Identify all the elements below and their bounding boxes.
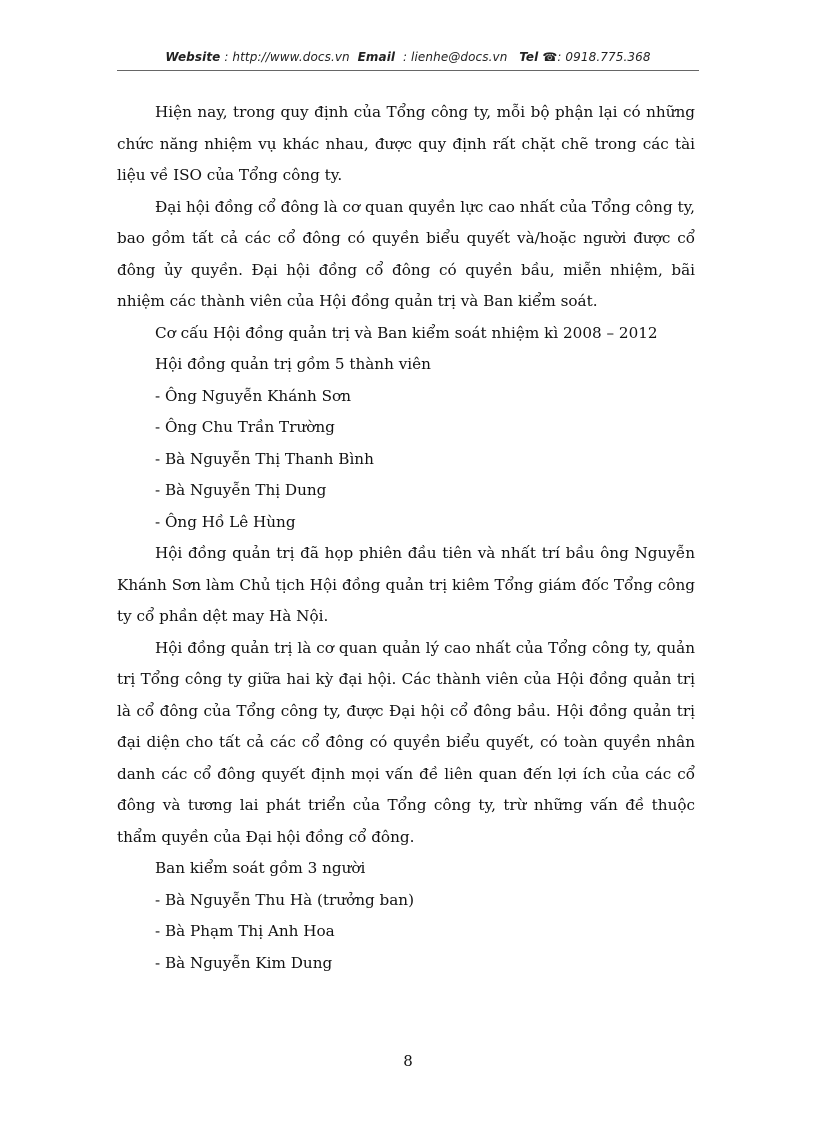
header-divider xyxy=(117,70,699,71)
control-board-intro: Ban kiểm soát gồm 3 người xyxy=(155,859,366,877)
website-label: Website xyxy=(165,50,221,64)
list-item: - Bà Nguyễn Thị Dung xyxy=(155,481,327,499)
tel-label: Tel xyxy=(519,50,539,64)
email-value[interactable]: : lienhe@docs.vn xyxy=(403,50,508,64)
paragraph-first-session: Hội đồng quản trị đã họp phiên đầu tiên và nhất trí bầu ông Nguyễn Khánh Sơn làm Chủ tịch Hội đồng quản trị kiêm Tổng giám đốc Tổng công ty cổ phần dệt may Hà Nội. xyxy=(117,544,695,625)
tel-value: : 0918.775.368 xyxy=(557,50,651,64)
document-body xyxy=(117,97,695,979)
paragraph-shareholders-meeting: Đại hội đồng cổ đông là cơ quan quyền lực cao nhất của Tổng công ty, bao gồm tất cả các cổ đông có quyền biểu quyết và/hoặc người được cổ đông ủy quyền. Đại hội đồng cổ đông có quyền bầu, miễn nhiệm, bãi nhiệm các thành viên của Hội đồng quản trị và Ban kiểm soát. xyxy=(117,197,695,310)
paragraph-intro: Hiện nay, trong quy định của Tổng công ty, mỗi bộ phận lại có những chức năng nhiệm vụ khác nhau, được quy định rất chặt chẽ trong các tài liệu về ISO của Tổng công ty. xyxy=(117,103,695,184)
list-item: - Bà Phạm Thị Anh Hoa xyxy=(155,922,335,940)
email-label: Email xyxy=(357,50,396,64)
structure-title: Cơ cấu Hội đồng quản trị và Ban kiểm soát nhiệm kì 2008 – 2012 xyxy=(155,323,658,342)
list-item: - Bà Nguyễn Thu Hà (trưởng ban) xyxy=(155,890,415,909)
phone-icon: ☎ xyxy=(542,50,558,64)
website-value[interactable]: : http://www.docs.vn xyxy=(224,50,350,64)
board-intro: Hội đồng quản trị gồm 5 thành viên xyxy=(155,355,431,373)
page-header xyxy=(117,50,699,64)
paragraph-board-role: Hội đồng quản trị là cơ quan quản lý cao nhất của Tổng công ty, quản trị Tổng công ty giữa hai kỳ đại hội. Các thành viên của Hội đồng quản trị là cổ đông của Tổng công ty, được Đại hội cổ đông bầu. Hội đồng quản trị đại diện cho tất cả các cổ đông có quyền biểu quyết, có toàn quyền nhân danh các cổ đông quyết định mọi vấn đề liên quan đến lợi ích của các cổ đông và tương lai phát triển của Tổng công ty, trừ những vấn đề thuộc thẩm quyền của Đại hội đồng cổ đông. xyxy=(117,638,695,846)
list-item: - Bà Nguyễn Thị Thanh Bình xyxy=(155,449,374,468)
list-item: - Bà Nguyễn Kim Dung xyxy=(155,953,333,972)
page-number: 8 xyxy=(403,1052,413,1070)
list-item: - Ông Chu Trần Trường xyxy=(155,418,335,436)
list-item: - Ông Nguyễn Khánh Sơn xyxy=(155,386,351,405)
list-item: - Ông Hồ Lê Hùng xyxy=(155,512,296,531)
